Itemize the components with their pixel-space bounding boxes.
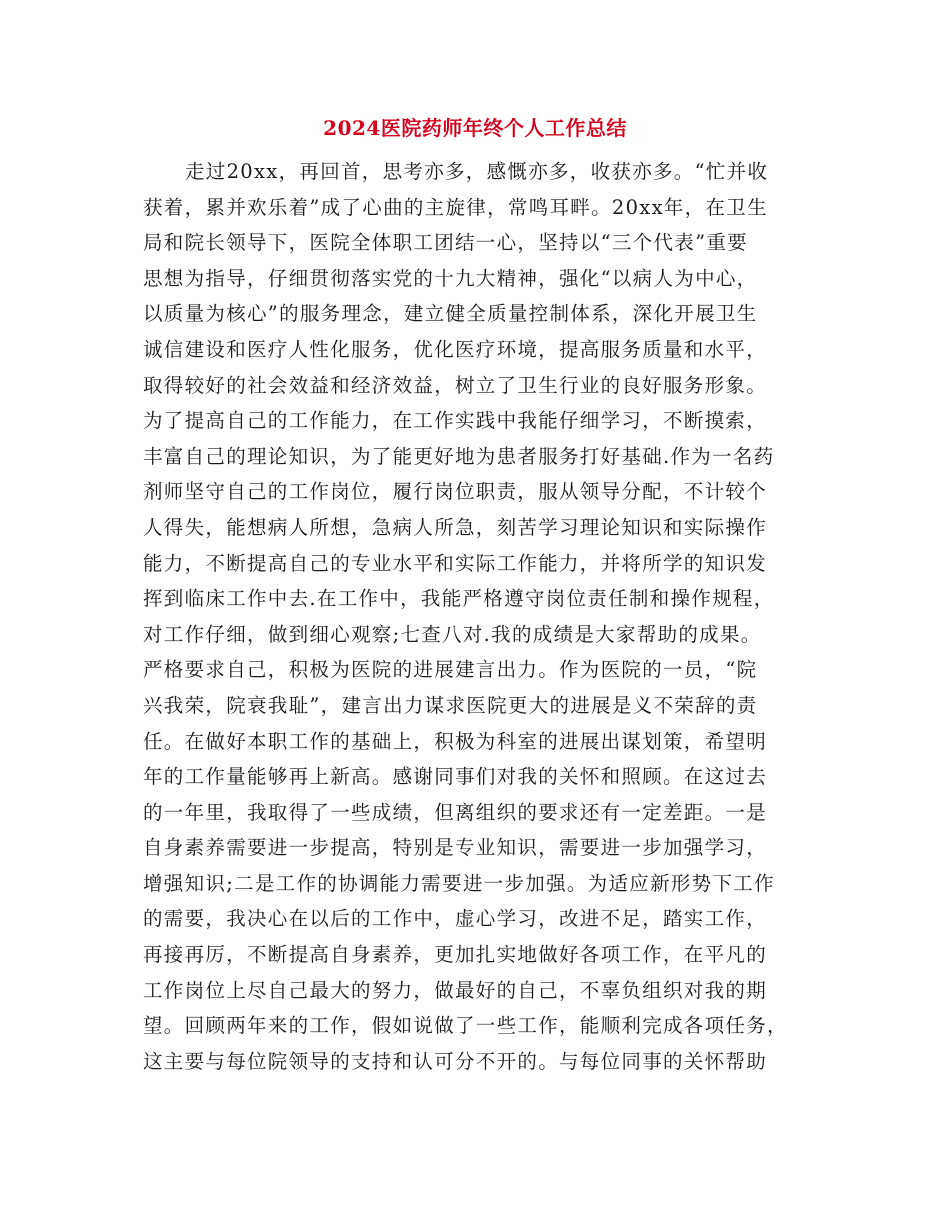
text-line: 自身素养需要进一步提高，特别是专业知识，需要进一步加强学习， [143, 836, 768, 860]
text-line: 取得较好的社会效益和经济效益，树立了卫生行业的良好服务形象。 [143, 373, 768, 397]
text-line: 丰富自己的理论知识，为了能更好地为患者服务打好基础.作为一名药 [143, 444, 775, 468]
text-line: 任。在做好本职工作的基础上，积极为科室的进展出谋划策，希望明 [143, 729, 768, 753]
text-line: 严格要求自己，积极为医院的进展建言出力。作为医院的一员，“院 [143, 658, 758, 682]
text-line: 工作岗位上尽自己最大的努力，做最好的自己，不辜负组织对我的期 [143, 978, 768, 1002]
text-line: 的一年里，我取得了一些成绩，但离组织的要求还有一定差距。一是 [143, 800, 768, 824]
text-line: 能力，不断提高自己的专业水平和实际工作能力，并将所学的知识发 [143, 551, 768, 575]
text-line: 诚信建设和医疗人性化服务，优化医疗环境，提高服务质量和水平， [143, 337, 768, 361]
text-line: 走过20xx，再回首，思考亦多，感慨亦多，收获亦多。“忙并收 [185, 160, 769, 183]
text-line: 兴我荣，院衰我耻”，建言出力谋求医院更大的进展是义不荣辞的责 [143, 693, 758, 717]
text-line: 为了提高自己的工作能力，在工作实践中我能仔细学习，不断摸索， [143, 409, 768, 433]
text-line: 思想为指导，仔细贯彻落实党的十九大精神，强化“以病人为中心， [143, 266, 758, 290]
text-line: 再接再厉，不断提高自身素养，更加扎实地做好各项工作，在平凡的 [143, 943, 768, 967]
text-line: 年的工作量能够再上新高。感谢同事们对我的关怀和照顾。在这过去 [143, 765, 768, 789]
text-line: 挥到临床工作中去.在工作中，我能严格遵守岗位责任制和操作规程， [143, 587, 775, 611]
text-line: 人得失，能想病人所想，急病人所急，刻苦学习理论知识和实际操作 [143, 515, 768, 539]
text-line: 这主要与每位院领导的支持和认可分不开的。与每位同事的关怀帮助 [143, 1049, 768, 1073]
text-line: 以质量为核心”的服务理念，建立健全质量控制体系，深化开展卫生 [143, 302, 758, 326]
text-line: 增强知识;二是工作的协调能力需要进一步加强。为适应新形势下工作 [143, 871, 775, 895]
text-line: 局和院长领导下，医院全体职工团结一心，坚持以“三个代表”重要 [143, 231, 748, 255]
text-line: 获着，累并欢乐着”成了心曲的主旋律，常鸣耳畔。20xx年，在卫生 [143, 195, 768, 219]
text-line: 的需要，我决心在以后的工作中，虚心学习，改进不足，踏实工作， [143, 907, 768, 931]
document-body [143, 154, 808, 1079]
text-line: 对工作仔细，做到细心观察;七查八对.我的成绩是大家帮助的成果。 [143, 622, 762, 646]
document-title: 2024医院药师年终个人工作总结 [323, 116, 627, 140]
text-line: 剂师坚守自己的工作岗位，履行岗位职责，服从领导分配，不计较个 [143, 480, 768, 504]
text-line: 望。回顾两年来的工作，假如说做了一些工作，能顺利完成各项任务， [143, 1014, 788, 1038]
